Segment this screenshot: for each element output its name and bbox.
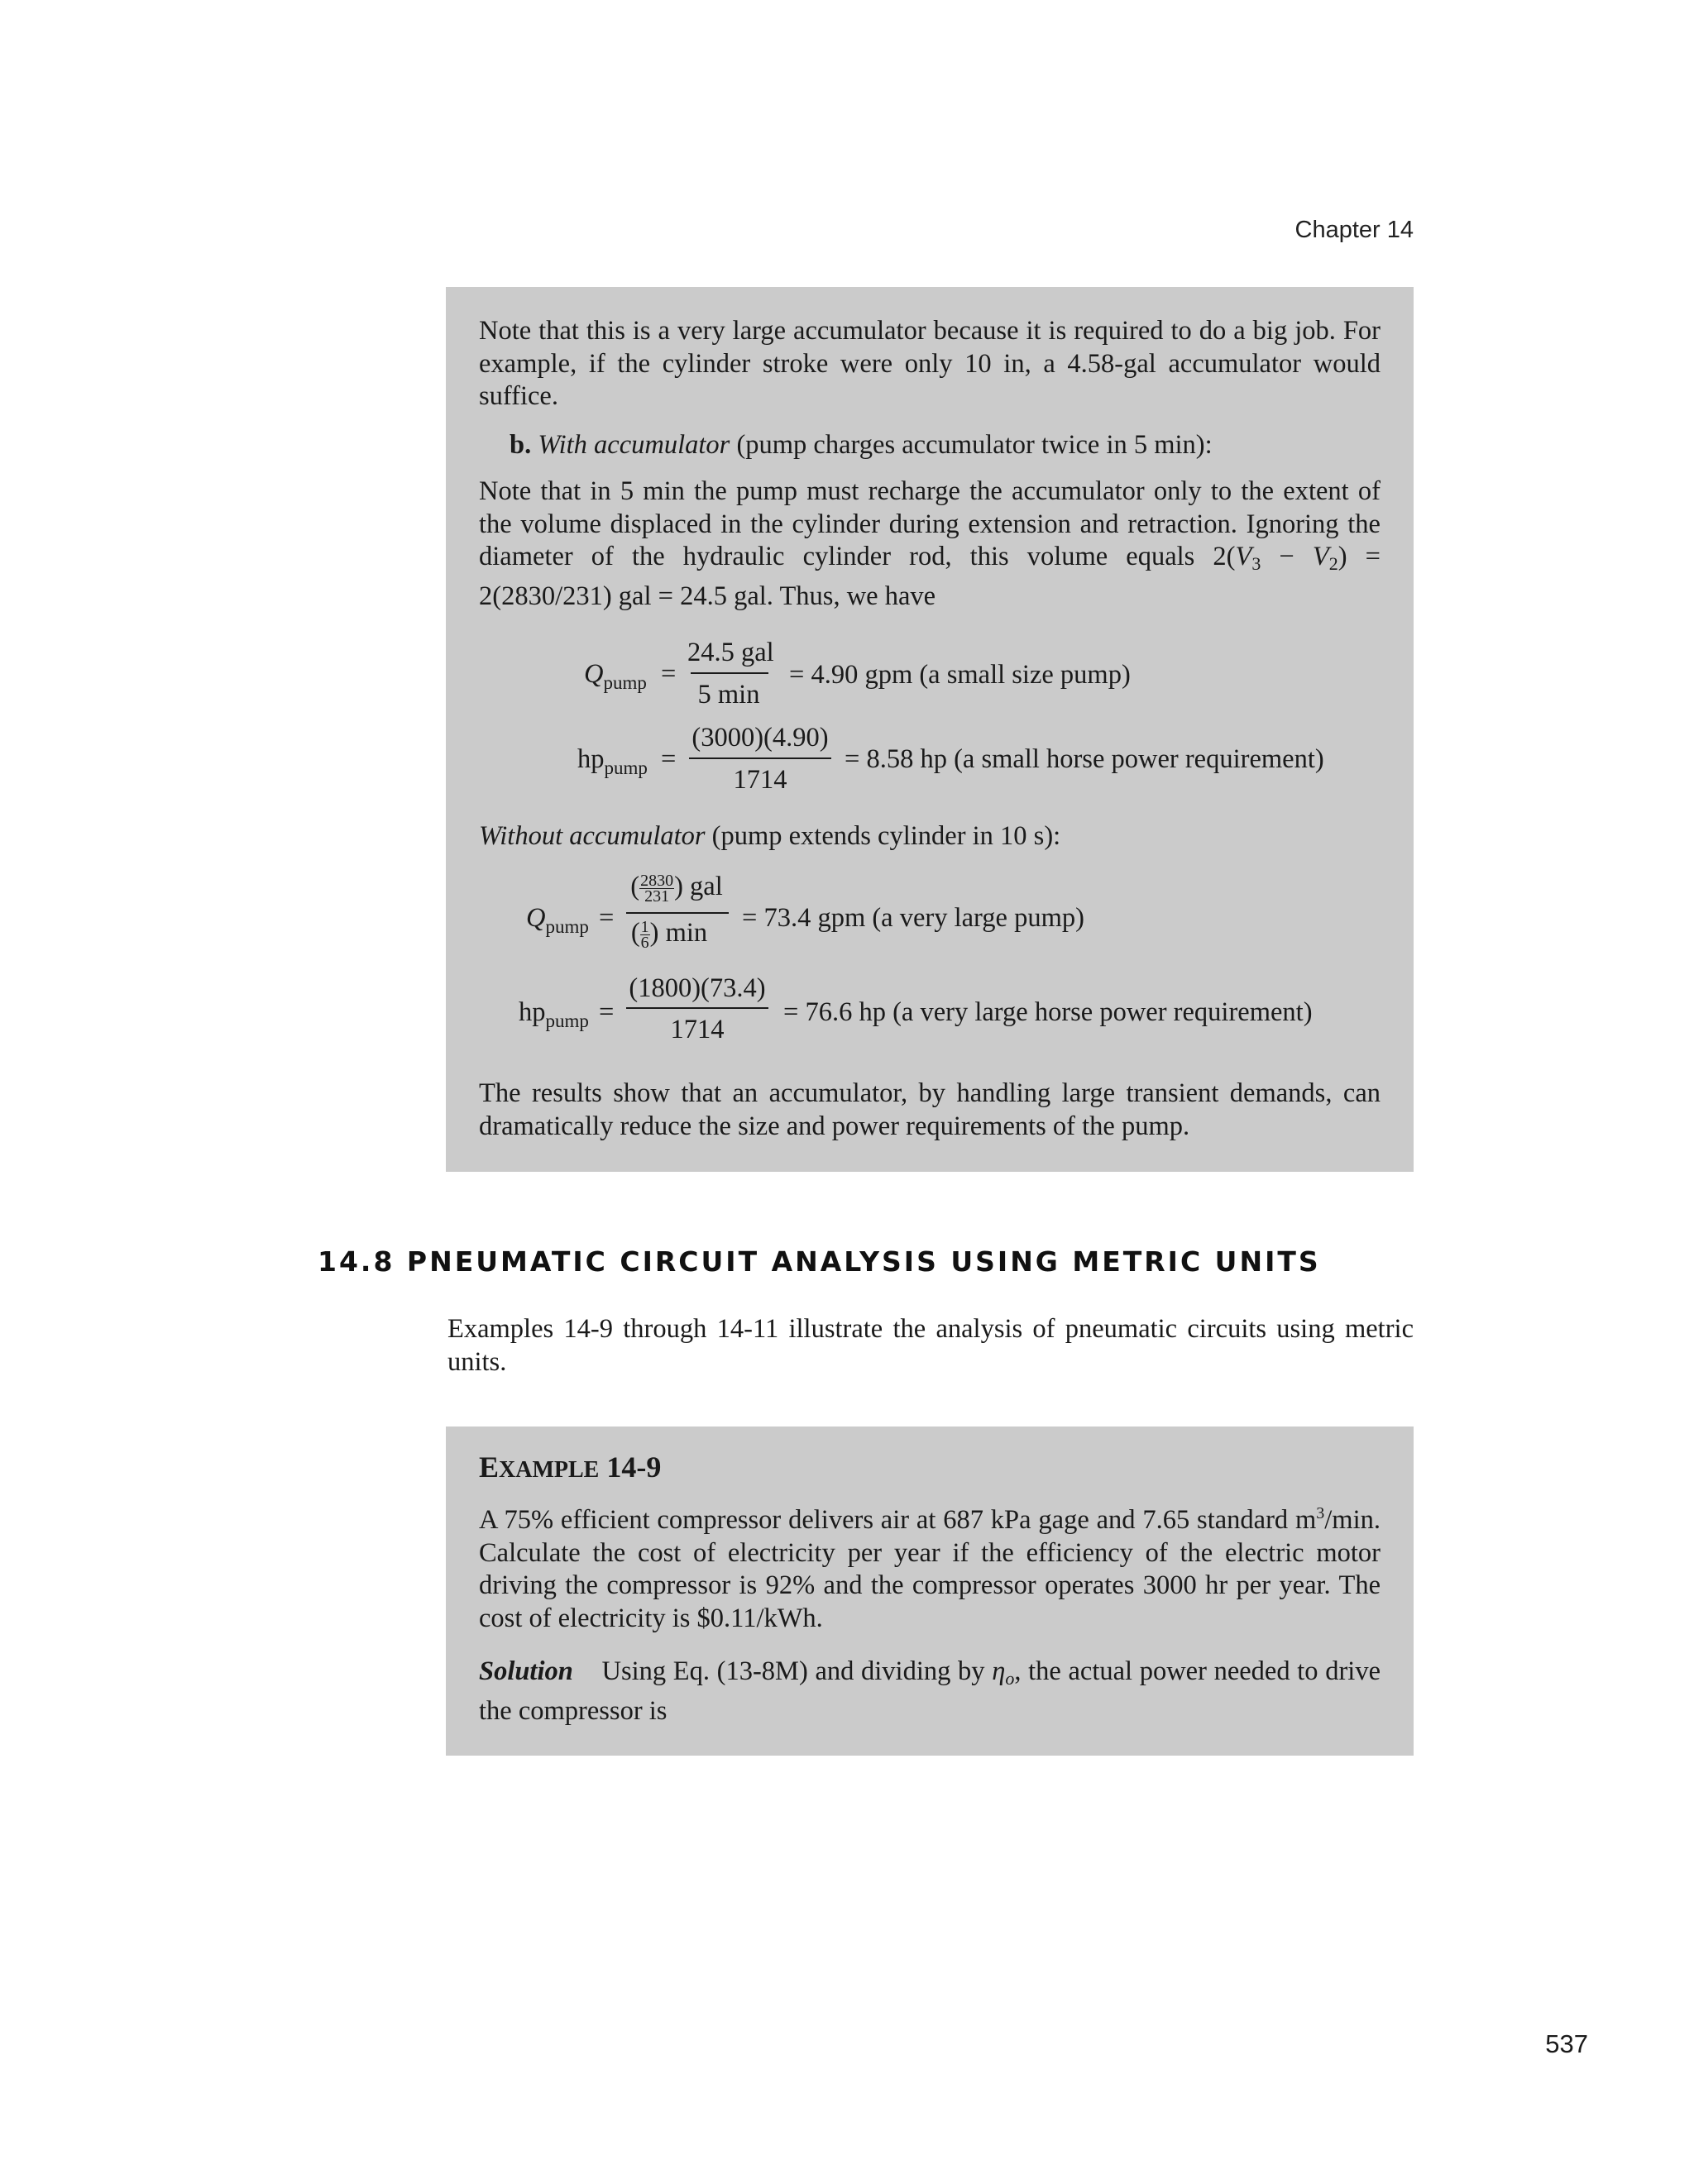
part-b-italic: With accumulator	[538, 430, 730, 460]
eq1-lhs: $Q_{pump}$	[584, 659, 647, 693]
eq1-fraction-bar	[691, 672, 768, 674]
eq1-denominator: 5 min	[697, 680, 760, 710]
eq2-rhs: = 8.58 hp (a small horse power requirement)	[845, 744, 1324, 774]
v2-symbol: V	[1312, 542, 1329, 571]
eq1-equals: =	[661, 659, 677, 689]
without-rest: (pump extends cylinder in 10 s):	[711, 821, 1061, 851]
paragraph-conclusion: The results show that an accumulator, by handling large transient demands, can dramatically reduce the size and power requirements of the pump.	[479, 1078, 1381, 1141]
eq3-numerator: ( $\frac{2830}{231}$ ) gal	[630, 872, 723, 906]
section-intro: Examples 14-9 through 14-11 illustrate the analysis of pneumatic circuits using metric units.	[447, 1314, 1414, 1377]
eq4-lhs: $hp_{pump}$	[519, 997, 589, 1031]
shaded-solution-box	[446, 287, 1414, 1172]
eq4-fraction-bar	[626, 1007, 768, 1009]
eq4-equals: =	[599, 997, 615, 1027]
eta-symbol: η	[992, 1656, 1006, 1686]
without-italic: Without accumulator	[479, 821, 706, 851]
v3-symbol: V	[1235, 542, 1252, 571]
eq2-equals: =	[661, 744, 677, 774]
eq1-rhs: = 4.90 gpm (a small size pump)	[789, 660, 1131, 690]
eq1-numerator: 24.5 gal	[687, 638, 774, 667]
v3-subscript: 3	[1251, 553, 1261, 574]
example-problem: A 75% efficient compressor delivers air at 687 kPa gage and 7.65 standard $m^3/\min$. Calculate the cost of electricity per year if the efficiency of the electric motor driving the compressor is 92% and the compressor operates 3000 hr per year. The cost of electricity is $0.11/kWh.	[479, 1504, 1381, 1633]
eq3-denominator: ( $\frac{1}{6}$ ) min	[630, 918, 708, 953]
eq2-lhs: $hp_{pump}$	[577, 744, 648, 778]
eq4-denominator: 1714	[670, 1015, 725, 1044]
eq4-numerator: (1800)(73.4)	[629, 973, 766, 1003]
para2-end: ) = 2(2830/231) gal = 24.5 gal. Thus, we have	[479, 542, 1381, 611]
eq3-equals: =	[599, 903, 615, 933]
example-box	[446, 1427, 1414, 1756]
v2-subscript: 2	[1328, 553, 1338, 574]
paragraph-recharge	[479, 476, 1381, 613]
example-title: EXAMPLE 14-9	[479, 1450, 662, 1484]
example-solution: Solution Using Eq. (13-8M) and dividing by $\eta_o$, the actual power needed to drive the compressor is	[479, 1656, 1381, 1726]
eq2-numerator: (3000)(4.90)	[691, 723, 829, 753]
eq4-rhs: = 76.6 hp (a very large horse power requirement)	[783, 997, 1313, 1027]
part-b-label: b.	[510, 430, 532, 460]
eq3-lhs: $Q_{pump}$	[526, 903, 589, 937]
eq3-rhs: = 73.4 gpm (a very large pump)	[742, 903, 1084, 933]
eq2-denominator: 1714	[733, 765, 787, 795]
part-b-rest: (pump charges accumulator twice in 5 min):	[736, 430, 1213, 460]
section-heading: 14.8 PNEUMATIC CIRCUIT ANALYSIS USING METRIC UNITS	[318, 1245, 1321, 1278]
solution-label: Solution	[479, 1656, 573, 1686]
without-accumulator-line	[479, 820, 1060, 853]
page-number: 537	[1545, 2029, 1588, 2058]
chapter-header: Chapter 14	[1294, 217, 1414, 243]
part-b-line	[510, 429, 1213, 462]
para2-start: Note that in 5 min the pump must recharge the accumulator only to the extent of the volume displaced in the cylinder during extension and retraction. Ignoring the diameter of the hydraulic cylinder rod, this volume equals 2(	[479, 476, 1381, 571]
eq2-fraction-bar	[689, 757, 831, 759]
minus-sign: −	[1261, 542, 1313, 571]
paragraph-large-accumulator: Note that this is a very large accumulator because it is required to do a big job. For example, if the cylinder stroke were only 10 in, a 4.58-gal accumulator would suffice.	[479, 316, 1381, 411]
eq3-fraction-bar	[626, 912, 729, 914]
